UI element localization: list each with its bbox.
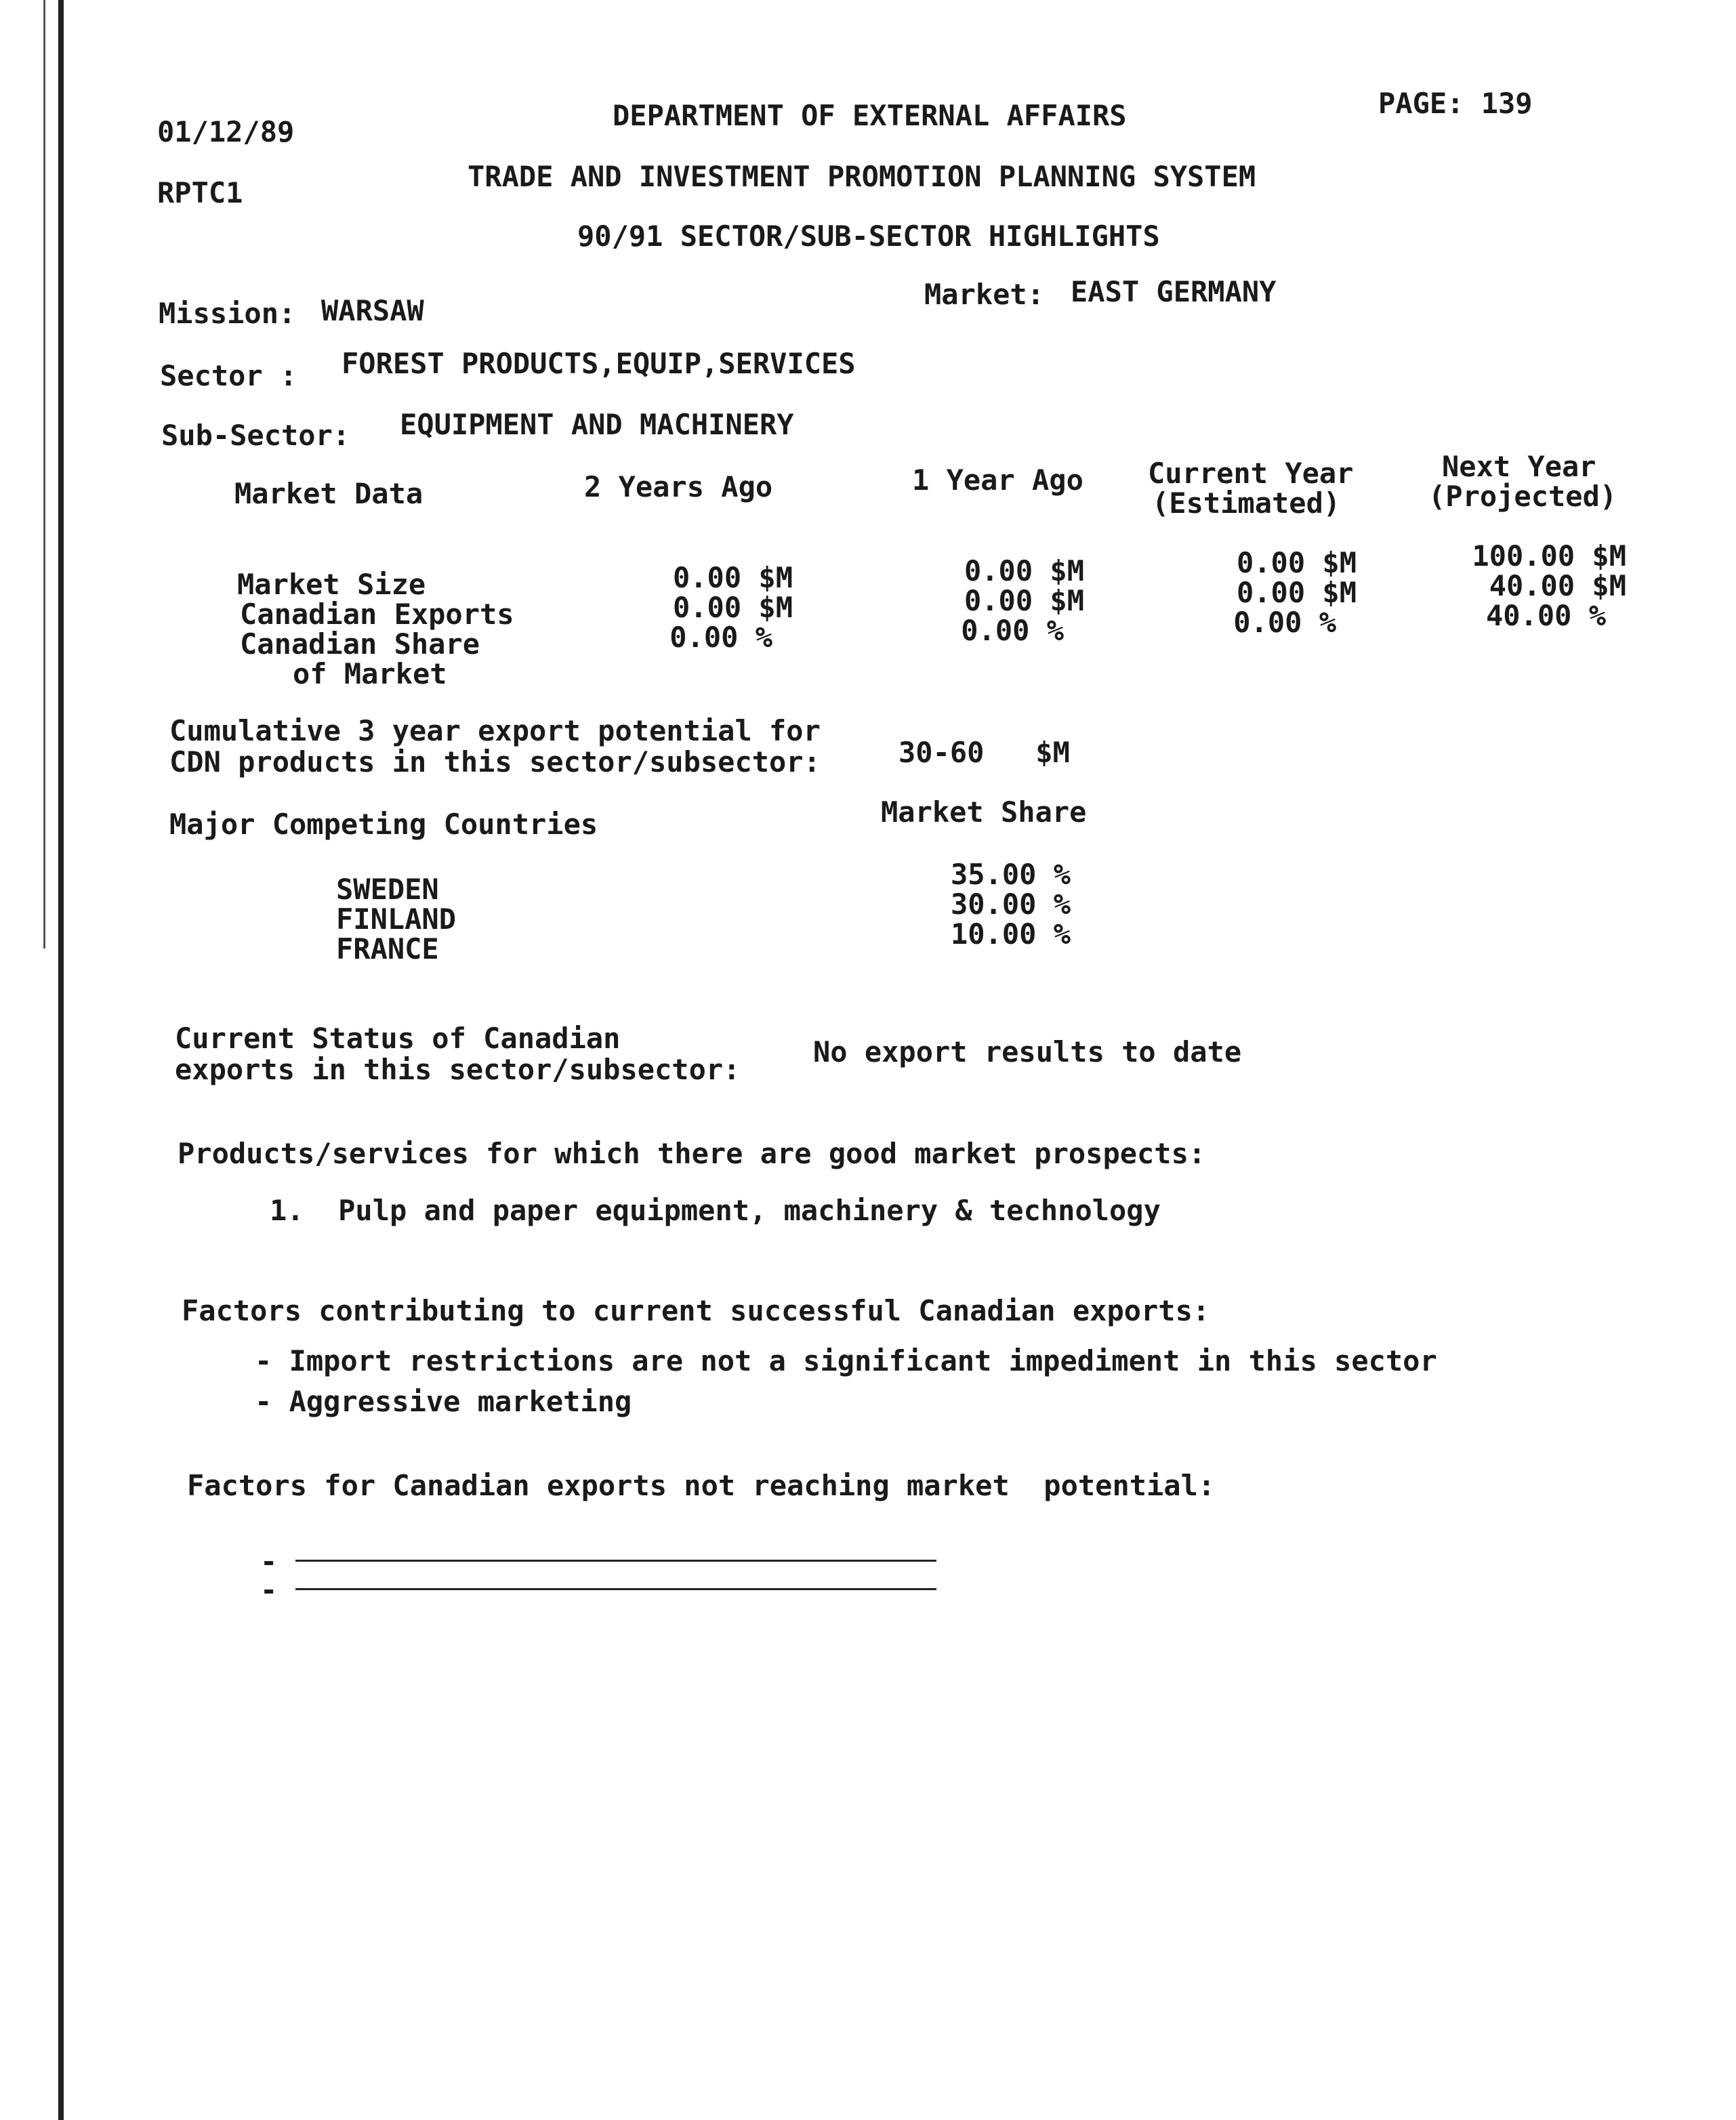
cell-exports-current: 0.00 $M: [1236, 576, 1357, 609]
market-label: Market:: [924, 278, 1045, 311]
shortfall-dash-2: -: [260, 1573, 278, 1606]
col-header-next-projected: (Projected): [1428, 480, 1617, 513]
row-label-market-size: Market Size: [237, 568, 426, 601]
market-value: EAST GERMANY: [1071, 275, 1277, 308]
cell-share-next: 40.00 %: [1485, 599, 1606, 632]
shortfall-dash-1: -: [260, 1545, 278, 1578]
shortfall-blank-line-1: [295, 1560, 936, 1562]
cell-market-size-next: 100.00 $M: [1472, 539, 1626, 573]
page-number: PAGE: 139: [1378, 87, 1533, 120]
success-factor-item: - Import restrictions are not a significant impediment in this sector: [255, 1344, 1437, 1377]
mission-label: Mission:: [159, 297, 296, 330]
competitors-heading: Major Competing Countries: [169, 808, 598, 841]
scan-edge-line: [58, 0, 64, 2120]
report-id: RPTC1: [157, 176, 243, 209]
cell-market-size-current: 0.00 $M: [1236, 546, 1357, 579]
col-header-next-year: Next Year: [1442, 450, 1596, 483]
status-line-2: exports in this sector/subsector:: [175, 1053, 741, 1086]
sector-value: FOREST PRODUCTS,EQUIP,SERVICES: [342, 347, 856, 380]
shortfall-blank-line-2: [295, 1588, 936, 1590]
cell-exports-two-years: 0.00 $M: [672, 591, 793, 624]
row-label-canadian-exports: Canadian Exports: [240, 598, 514, 631]
cell-exports-one-year: 0.00 $M: [964, 584, 1084, 617]
potential-value: 30-60 $M: [898, 736, 1070, 769]
competitor-share: 10.00 %: [950, 917, 1071, 951]
report-date: 01/12/89: [157, 115, 295, 148]
col-header-current-year: Current Year: [1148, 457, 1354, 490]
cell-share-two-years: 0.00 %: [669, 621, 772, 654]
potential-line-1: Cumulative 3 year export potential for: [169, 714, 821, 747]
col-header-two-years: 2 Years Ago: [584, 470, 773, 503]
system-title: TRADE AND INVESTMENT PROMOTION PLANNING SYSTEM: [468, 160, 1256, 193]
subsector-value: EQUIPMENT AND MACHINERY: [400, 408, 794, 441]
status-line-1: Current Status of Canadian: [175, 1022, 621, 1055]
row-label-of-market: of Market: [293, 657, 447, 690]
competitor-country: FRANCE: [336, 932, 439, 965]
cell-exports-next: 40.00 $M: [1489, 569, 1626, 602]
success-factor-item: - Aggressive marketing: [255, 1385, 632, 1418]
subsector-label: Sub-Sector:: [161, 419, 350, 452]
col-header-current-estimated: (Estimated): [1152, 486, 1341, 520]
col-header-one-year: 1 Year Ago: [912, 463, 1083, 497]
competitor-share: 30.00 %: [950, 888, 1071, 921]
market-share-heading: Market Share: [881, 795, 1087, 829]
cell-share-one-year: 0.00 %: [961, 614, 1064, 647]
success-factors-heading: Factors contributing to current successful Canadian exports:: [182, 1294, 1210, 1327]
sector-label: Sector :: [160, 359, 297, 392]
prospect-item: 1. Pulp and paper equipment, machinery & technology: [270, 1194, 1161, 1227]
potential-line-2: CDN products in this sector/subsector:: [169, 745, 821, 778]
cell-market-size-two-years: 0.00 $M: [672, 561, 793, 594]
status-value: No export results to date: [813, 1035, 1242, 1068]
department-title: DEPARTMENT OF EXTERNAL AFFAIRS: [613, 99, 1127, 132]
row-label-canadian-share: Canadian Share: [240, 627, 480, 661]
report-title: 90/91 SECTOR/SUB-SECTOR HIGHLIGHTS: [577, 220, 1160, 253]
cell-market-size-one-year: 0.00 $M: [964, 554, 1084, 587]
prospects-heading: Products/services for which there are good market prospects:: [178, 1137, 1206, 1170]
competitor-country: SWEDEN: [336, 873, 439, 906]
competitor-country: FINLAND: [336, 902, 457, 936]
mission-value: WARSAW: [321, 294, 424, 327]
competitor-share: 35.00 %: [950, 858, 1071, 891]
shortfall-factors-heading: Factors for Canadian exports not reaching market potential:: [187, 1469, 1216, 1502]
scan-edge-line-faint: [43, 0, 45, 949]
col-header-market-data: Market Data: [234, 477, 423, 510]
cell-share-current: 0.00 %: [1233, 606, 1336, 639]
